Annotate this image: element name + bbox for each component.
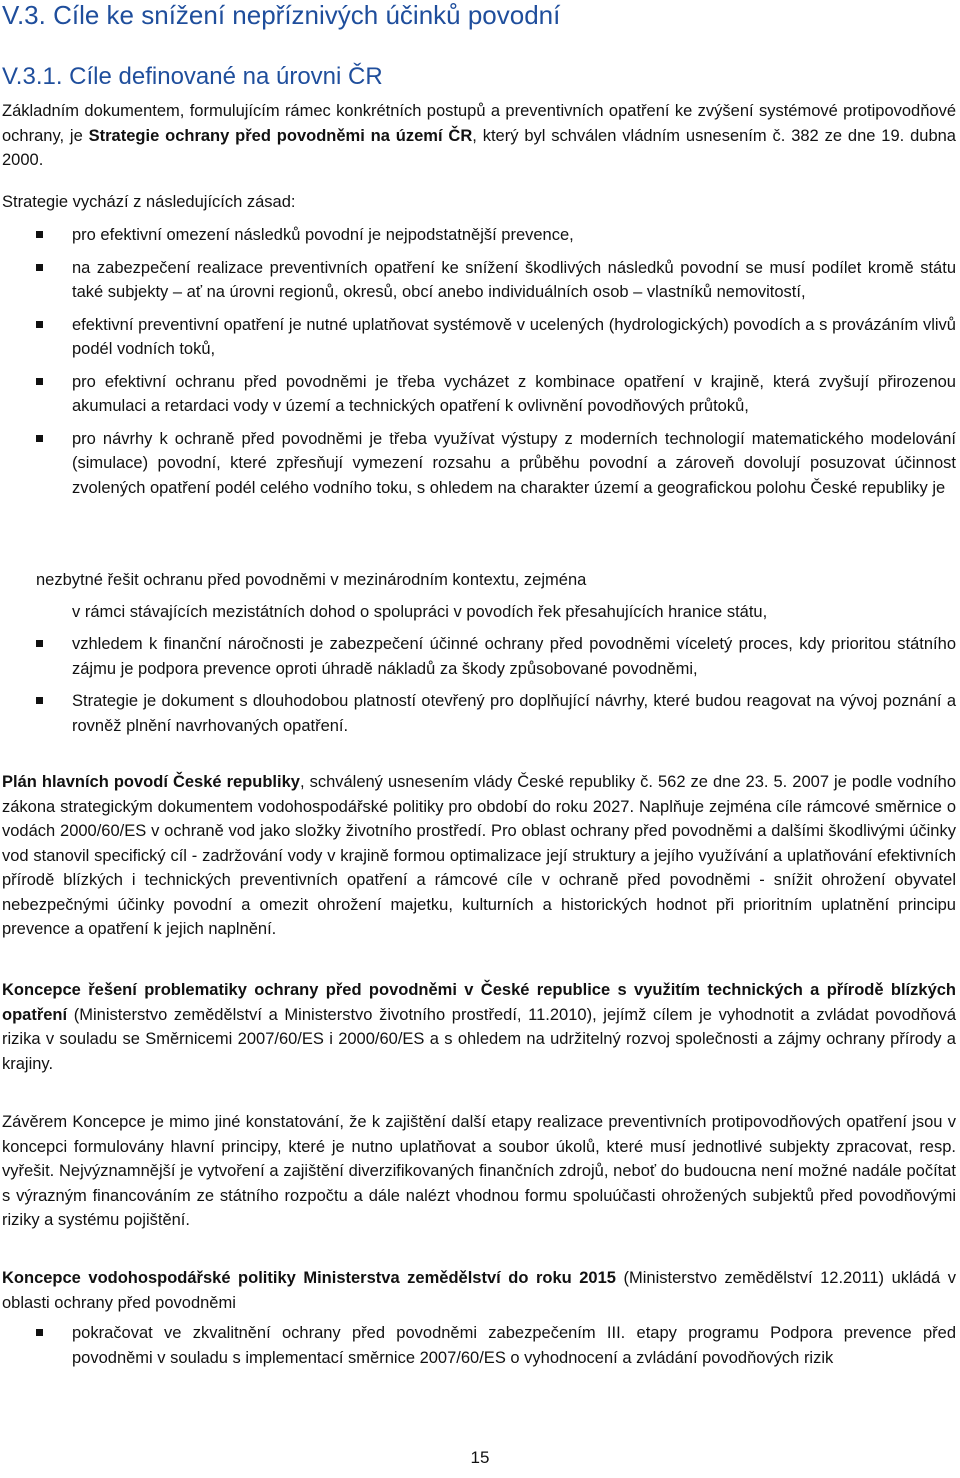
water-policy-list (0, 1321, 960, 1370)
list-item-text: pro efektivní omezení následků povodní je nejpodstatnější prevence, (72, 226, 574, 244)
bold-document-name: Koncepce vodohospodářské politiky Ministerstva zemědělství do roku 2015 (2, 1269, 616, 1287)
paragraph-water-policy (2, 1266, 956, 1315)
bold-document-name: Strategie ochrany před povodněmi na území ČR (88, 126, 473, 145)
bullet-icon (36, 640, 43, 647)
bullet-icon (36, 231, 43, 238)
page-number: 15 (470, 1448, 490, 1467)
strategy-principles-lead: Strategie vychází z následujících zásad: (2, 193, 296, 211)
international-lead: nezbytné řešit ochranu před povodněmi v mezinárodním kontextu, zejména (36, 571, 587, 589)
bullet-icon (36, 697, 43, 704)
bullet-icon (36, 378, 43, 385)
list-item (0, 223, 960, 248)
text-span: , schválený usnesením vlády České republiky č. 562 ze dne 23. 5. 2007 je podle vodního zákona strategickým dokumentem vodohospodářské politiky pro období do roku 2027. Naplňuje zejména cíle rámcové směrnice o vodách 2000/60/ES v ochraně vod jako složky životního prostředí. Pro oblast ochrany před povodněmi a dalšími škodlivými účinky vod stanovil specifický cíl - zadržování vody v krajině formou optimalizace její struktury a jejího využívání a uplatňování efektivních přírodě blízkých i technických preventivních opatření a rámcové cíle v ochraně před povodněmi - snížit ohrožení obyvatel nebezpečnými účinky povodní a omezit ohrožení majetku, kulturních a historických hodnot při prioritním uplatnění principu prevence a opatření k jejich naplnění. (2, 773, 957, 938)
bold-document-name: Koncepce řešení problematiky ochrany před povodněmi v České republice s využitím technických a přírodě blízkých opatření (2, 981, 956, 1024)
list-item-text: efektivní preventivní opatření je nutné uplatňovat systémově v ucelených (hydrologických) povodích a s provázáním vlivů podél vodních toků, (72, 315, 956, 358)
paragraph-river-basin-plan (2, 770, 956, 942)
international-indent: v rámci stávajících mezistátních dohod o spolupráci v povodích řek přesahujících hranice státu, (72, 603, 768, 621)
list-item-text: pokračovat ve zkvalitnění ochrany před povodněmi zabezpečením III. etapy programu Podpora prevence před povodněmi v souladu s implementací směrnice 2007/60/ES o vyhodnocení a zvládání povodňových rizik (72, 1324, 956, 1367)
text-span: (Ministerstvo zemědělství a Ministerstvo životního prostředí, 11.2010), jejímž cílem je vyhodnotit a zvládat povodňová rizika v souladu se Směrnicemi 2007/60/ES i 2000/60/ES a s ohledem na udržitelný rozvoj společnosti a zájmy ochrany přírody a krajiny. (2, 1005, 956, 1073)
list-item (0, 370, 960, 419)
paragraph-strategy-intro (2, 99, 956, 173)
bullet-icon (36, 435, 43, 442)
list-item (0, 427, 960, 501)
bullet-icon (36, 264, 43, 271)
list-item (0, 1321, 960, 1370)
list-item (0, 689, 960, 738)
list-item-text: pro efektivní ochranu před povodněmi je třeba vycházet z kombinace opatření v krajině, která zvyšují přirozenou akumulaci a retardaci vody v území a technických opatření k ovlivnění povodňových průtoků, (72, 372, 956, 415)
list-item-text: pro návrhy k ochraně před povodněmi je třeba využívat výstupy z moderních technologií matematického modelování (simulace) povodní, které zpřesňují vymezení rozsahu a průběhu povodní a zároveň dovolují posuzovat účinnost zvolených opatření podél celého vodního toku, s ohledem na charakter území a geografickou polohu České republiky je (72, 429, 956, 497)
list-item-text: vzhledem k finanční náročnosti je zabezpečení účinné ochrany před povodněmi víceletý proces, kdy prioritou státního zájmu je podpora prevence oproti úhradě nákladů za škody způsobované povodněmi, (72, 635, 956, 678)
bold-document-name: Plán hlavních povodí České republiky (2, 773, 300, 791)
text-span: , který byl schválen vládním usnesením č. 382 ze dne 19. dubna 2000. (2, 126, 956, 169)
paragraph-conclusion: Závěrem Koncepce je mimo jiné konstatování, že k zajištění další etapy realizace preventivních protipovodňových opatření jsou v koncepci formulovány hlavní principy, které je nutno uplatňovat a soubor úkolů, které musí jednotlivé subjekty zpracovat, resp. vyřešit. Nejvýznamnější je vytvoření a zajištění diverzifikovaných finančních zdrojů, neboť do budoucna není možné nadále počítat s výrazným financováním ze státního rozpočtu a dále nalézt vhodnou formu spoluúčasti ohrožených subjektů před povodňovými riziky a systému pojištění. (2, 1113, 956, 1229)
list-item (0, 313, 960, 362)
text-span: Základním dokumentem, formulujícím rámec konkrétních postupů a preventivních opatření ke zvýšení systémové protipovodňové ochrany, je (2, 102, 956, 145)
international-list (0, 632, 960, 738)
list-item (0, 632, 960, 681)
bullet-icon (36, 321, 43, 328)
paragraph-concept (2, 978, 956, 1076)
strategy-principles-list (0, 223, 960, 500)
list-item-text: Strategie je dokument s dlouhodobou platností otevřený pro doplňující návrhy, které budou reagovat na vývoj poznání a rovněž plnění navrhovaných opatření. (72, 692, 956, 735)
list-item (0, 256, 960, 305)
section-title: V.3. Cíle ke snížení nepříznivých účinků povodní (2, 0, 561, 30)
text-span: (Ministerstvo zemědělství 12.2011) ukládá v oblasti ochrany před povodněmi (2, 1269, 956, 1312)
bullet-icon (36, 1329, 43, 1336)
subsection-title: V.3.1. Cíle definované na úrovni ČR (2, 63, 383, 90)
list-item-text: na zabezpečení realizace preventivních opatření ke snížení škodlivých následků povodní se musí podílet kromě státu také subjekty – ať na úrovni regionů, okresů, obcí anebo individuálních osob – vlastníků nemovitostí, (72, 258, 956, 301)
